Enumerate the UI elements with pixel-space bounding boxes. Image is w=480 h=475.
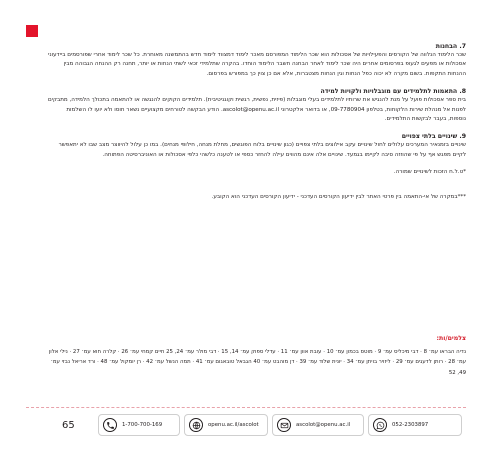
section-title: 8. התאמות לתלמידים עם מוגבלויות ולקויות למידה [320,88,466,96]
photo-credits-title: צלמים/ות: [436,335,466,342]
section-body: בית ספר אסכולות פועל על מנת להנגיש את שרותיו לתלמידים בעלי מוגבלות (פיזית, נפשית, רגשית וקוגניטיבית). תלמידים הקוקים להנגשה או להתאמה בתכולך הלמידה, מתבקים לפנות אל מנהלת שירות הלקוחות, בטלפון 09-7780904, או בדואר אלקטרוני ascolot@openu.ac.il. הודע הבקשה לטורחים מקצועיים נשאר חוסו ולא יועו לו השלמות נוספות, בעבר לבקשות התלמידים. [48,97,466,123]
photo-credits [48,334,466,378]
photo-credits-body: נדיה הבראו עמ׳ 8 · דבי מיכליס עמ׳ 9 · מוטס בכמון עמ׳ 10 · עובת אוון עמ׳ 11 · עדלי ספוק עמ׳ 14, 15 · דבי מולר עמ׳ 24, 25 חיים קמחי עמ׳ 26 · קלרה חוא עמ׳ 27 · נילי אלון עמ׳ 28 · רותן לדעגים עמ׳ 29 · ליזויר בויתן עמ׳ 34 · יונית שלוד עמ׳ 39 · דן מוהבט עמ׳ 40 הגבאל טובאגום עמ׳ 41 · תמה הנשל עמ׳ 42 · רן יומקול עמ׳ 48 · ורד אריאל נבזי עמ׳ 49, 52 [48,349,466,376]
footer-divider [26,407,466,408]
section-body: שינויים בזמנאיר המערכים עלולים לחול שינויים עקב אילוצים בלתי צפויים (כגון שינויים בלוח הפוגשים, מחלת מנחה, חילופי מנחים). במו כן עלול להיווצר מצב שבו לא יתאפשר לקיים מפגש אף על פי שהוזזה סיבה לקיימו בגמעד. שינויים אלה אינם מהווים עילה להחזר כספי או לטענה כלשהי כלפי אסכולות או האוניברסיטה הפתוחה. [58,142,466,158]
section-unexpected-changes [48,132,466,160]
contact-phone-text: 1-700-700-169 [122,422,163,428]
section-body: שכר הלימוד הנלווה של הקורסים והפעילויות של אסכולות הוא שכר הלימוד המפורסם מאכר לימוד דמצווד לימוד חדש בהתמשנה מאוחרת. כל שכר לימוד אחרי שפורסמים ביידעוני אסכולות או מפעים לגעופ בפרסומים אחרים היה שכר לימוד לאחר הבחנה חשבר הלימוד הוחדו. בהקרה שתלמידי זכאי לשתי הנחות או יותר, תחנה רק ההנחה הגבוהה מבין ההנחות התקפות. בשום מקרה לא יכוה כפל הנחות וגין הנחות מצטברות, אלא אם כן צוין כך במפורש בפרסום. [48,52,466,77]
whatsapp-icon [373,418,387,432]
corner-accent-mark [26,25,38,37]
contact-website-text: openu.ac.il/ascolot [208,422,259,428]
section-discounts [48,42,466,79]
contact-whatsapp[interactable] [368,414,462,436]
section-title: 9. שינויים בלתי צפויים [401,133,466,141]
mail-icon [277,418,291,432]
contact-whatsapp-text: 052-2303897 [392,422,429,428]
page-number: 65 [62,420,75,431]
section-accessibility [48,87,466,124]
section-title: 7. הבחנות [435,43,466,50]
terms-content [48,42,466,218]
contact-website[interactable] [184,414,268,436]
contact-email[interactable] [272,414,364,436]
note-reserved-rights: *ט.ל.ח הזכות לשינויים שמורה. [393,169,466,176]
globe-icon [189,418,203,432]
contact-phone[interactable] [98,414,180,436]
contact-email-text: ascolot@openu.ac.il [296,422,351,428]
phone-icon [103,418,117,432]
note-discrepancy: ***במקרה של אי-התאמה בין פרטי האתר לבין ידיעון הקורסים העדכני - ידיעון הקורסים העדכני הוא הקובע. [211,194,466,201]
